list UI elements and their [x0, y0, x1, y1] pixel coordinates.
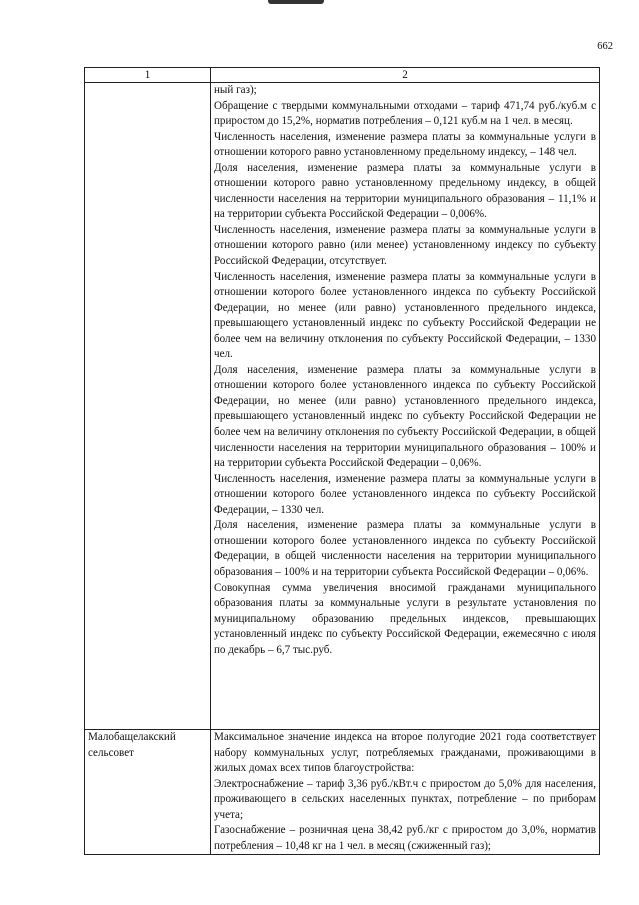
table-header-row [85, 68, 600, 83]
paragraph: Обращение с твердыми коммунальными отходами – тариф 471,74 руб./куб.м с приростом до 15,2%, норматив потребления – 0,121 куб.м на 1 чел. в месяц. [214, 99, 596, 128]
description-cell [211, 83, 600, 730]
paragraph: Численность населения, изменение размера платы за коммунальные услуги в отношении которого равно установленному предельному индексу, – 148 чел. [214, 130, 596, 159]
paragraph: Численность населения, изменение размера платы за коммунальные услуги в отношении которого более установленного индекса по субъекту Российской Федерации, – 1330 чел. [214, 472, 596, 516]
paragraph: Доля населения, изменение размера платы за коммунальные услуги в отношении которого равно установленному предельному индексу, в общей численности населения на территории муниципального образования – 11,1% и на территории субъекта Российской Федерации – 0,006%. [214, 161, 596, 221]
paragraph: Максимальное значение индекса на второе полугодие 2021 года соответствует набору коммунальных услуг, потребляемых гражданами, проживающими в жилых домах всех типов благоустройства: [214, 731, 596, 775]
table-row [85, 83, 600, 730]
document-table [84, 67, 600, 855]
paragraph: Доля населения, изменение размера платы за коммунальные услуги в отношении которого более установленного индекса по субъекту Российской Федерации, в общей численности населения на территории муниципального образования – 100% и на территории субъекта Российской Федерации – 0,06%. [214, 519, 596, 578]
municipality-name: Малобащелакский сельсовет [88, 731, 176, 759]
paragraph: Электроснабжение – тариф 3,36 руб./кВт.ч с приростом до 5,0% для населения, проживающего в сельских населенных пунктах, потребление – по приборам учета; [214, 777, 596, 821]
municipality-cell [85, 730, 211, 855]
page-number: 662 [597, 41, 613, 52]
scan-artifact [268, 0, 324, 4]
municipality-cell [85, 83, 211, 730]
paragraph: Совокупная сумма увеличения вносимой гражданами муниципального образования платы за коммунальные услуги в результате установления по муниципальному образованию предельных индексов, превышающих установленный индекс по субъекту Российской Федерации, ежемесячно с июля по декабрь – 6,7 тыс.руб. [214, 581, 596, 656]
paragraph: Численность населения, изменение размера платы за коммунальные услуги в отношении которого равно (или менее) установленному индексу по субъекту Российской Федерации, отсутствует. [214, 223, 596, 268]
paragraph: Газоснабжение – розничная цена 38,42 руб./кг с приростом до 3,0%, норматив потребления – 10,48 кг на 1 чел. в месяц (сжиженный газ); [214, 824, 596, 852]
table-row [85, 730, 600, 855]
column-header-1: 1 [85, 68, 211, 83]
paragraph: Доля населения, изменение размера платы за коммунальные услуги в отношении которого более установленного индекса по субъекту Российской Федерации, но менее (или равно) установленного предельного индекса, превышающего установленный индекс по субъекту Российской Федерации не более чем на величину отклонения по субъекту Российской Федерации, в общей численности населения на территории муниципального образования – 100% и на территории субъекта Российской Федерации – 0,06%. [214, 363, 596, 470]
column-header-2: 2 [211, 68, 600, 83]
paragraph: Численность населения, изменение размера платы за коммунальные услуги в отношении которого более установленного индекса по субъекту Российской Федерации, но менее (или равно) установленного предельного индекса, превышающего установленный индекс по субъекту Российской Федерации не более чем на величину отклонения по субъекту Российской Федерации, – 1330 чел. [214, 270, 596, 361]
paragraph: ный газ); [214, 84, 257, 96]
description-cell [211, 730, 600, 855]
